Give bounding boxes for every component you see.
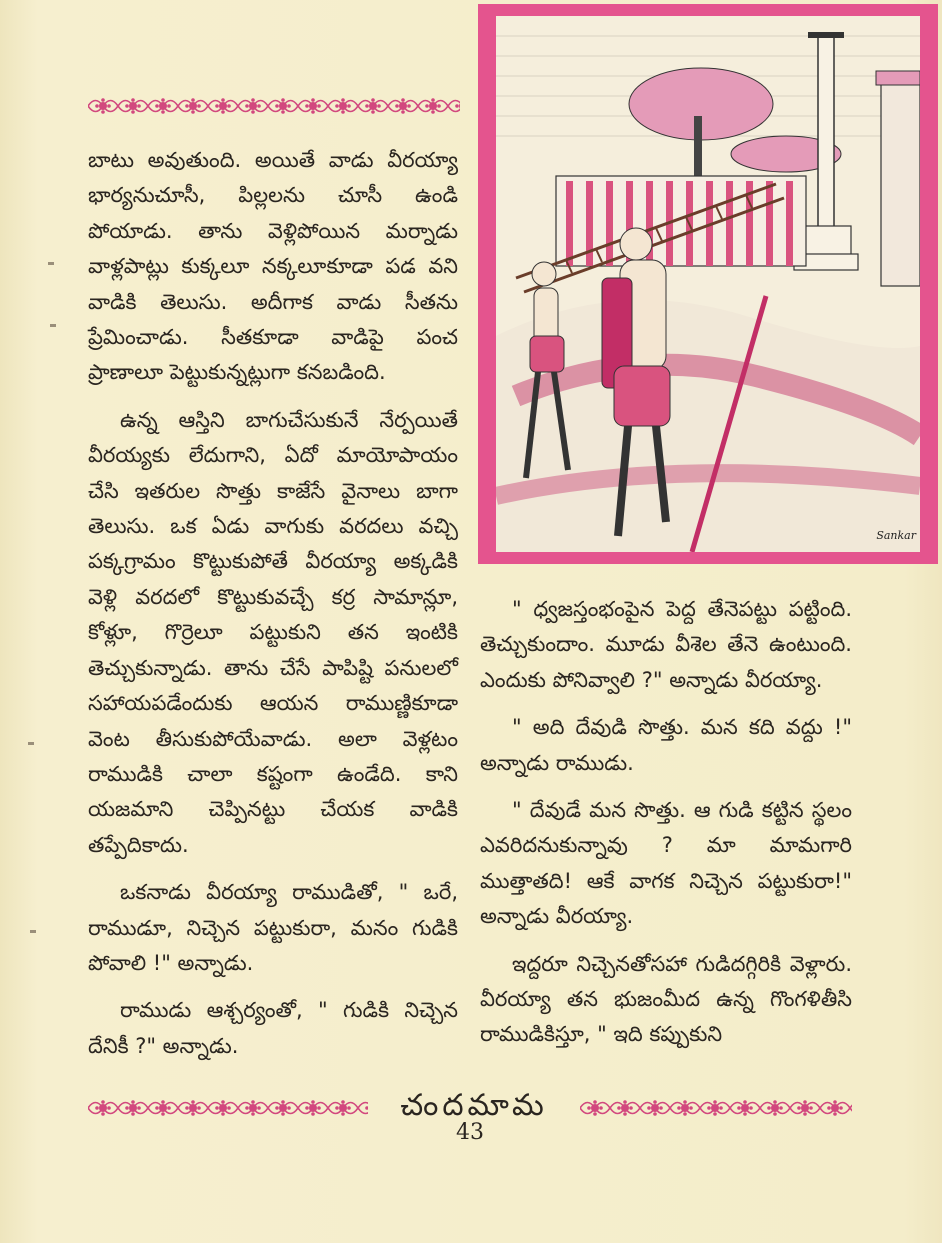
floral-border-icon (88, 1095, 368, 1121)
page-number: 43 (456, 1120, 484, 1145)
decorative-border-bottom-left (88, 1095, 368, 1121)
margin-mark (30, 930, 36, 933)
paragraph: ఉన్న ఆస్తిని బాగుచేసుకునే నేర్పయితే వీరయ్యకు లేదుగాని, ఏదో మాయోపాయం చేసి ఇతరుల సొత్తు కాజేసే వైనాలు బాగా తెలుసు. ఒక ఏడు వాగుకు వరదలు వచ్చి పక్కగ్రామం కొట్టుకుపోతే వీరయ్యా అక్కడికి వెళ్లి వరదలో కొట్టుకువచ్చే కర్ర సామాన్లూ, కోళ్లూ, గొర్రెలూ పట్టుకుని తన ఇంటికి తెచ్చుకున్నాడు. తాను చేసే పాపిష్టి పనులలో సహాయపడేందుకు ఆయన రాముణ్ణికూడా వెంట తీసుకుపోయేవాడు. అలా వెళ్లటం రాముడికి చాలా కష్టంగా ఉండేది. కాని యజమాని చెప్పినట్టు చేయక వాడికి తప్పేదికాదు. (88, 407, 458, 857)
right-text-column (480, 592, 852, 1053)
paragraph: బాటు అవుతుంది. అయితే వాడు వీరయ్యా భార్యనుచూసీ, పిల్లలను చూసీ ఉండి పోయాడు. తాను వెళ్లిపోయిన మర్నాడు వాళ్లపాట్లు కుక్కలూ నక్కలూకూడా పడ వని వాడికి తెలుసు. అదీగాక వాడు సీతను ప్రేమించాడు. సీతకూడా వాడిపై పంచ ప్రాణాలూ పెట్టుకున్నట్లుగా కనబడింది. (88, 148, 458, 385)
paragraph: " అది దేవుడి సొత్తు. మన కది వద్దు !" అన్నాడు రాముడు. (480, 715, 852, 775)
story-illustration (478, 4, 938, 564)
paragraph: " దేవుడే మన సొత్తు. ఆ గుడి కట్టిన స్థలం ఎవరిదనుకున్నావు ? మా మామగారి ముత్తాతది! ఆకే వాగక నిచ్చెన పట్టుకురా!" అన్నాడు వీరయ్యా. (480, 798, 852, 929)
magazine-title: చందమామ (400, 1088, 548, 1123)
paragraph: ఇద్దరూ నిచ్చెనతోసహా గుడిదగ్గిరికి వెళ్లారు. వీరయ్యా తన భుజంమీద ఉన్న గొంగళితీసి రాముడికిస్తూ, " ఇది కప్పుకుని (480, 951, 852, 1047)
paragraph: ఒకనాడు వీరయ్యా రాముడితో, " ఒరే, రాముడూ, నిచ్చెన పట్టుకురా, మనం గుడికి పోవాలి !" అన్నాడు. (88, 880, 458, 975)
artist-signature: Sankar (876, 529, 916, 542)
temple-flagstaff-scene-icon (496, 16, 920, 552)
margin-mark (28, 742, 34, 745)
floral-border-icon (580, 1095, 852, 1121)
paragraph: " ధ్వజస్తంభంపైన పెద్ద తేనెపట్టు పట్టింది. తెచ్చుకుందాం. మూడు వీశెల తేనె ఉంటుంది. ఎందుకు పోనివ్వాలి ?" అన్నాడు వీరయ్యా. (480, 597, 852, 692)
margin-mark (50, 324, 56, 327)
decorative-border-bottom-right (580, 1095, 852, 1121)
paragraph: రాముడు ఆశ్చర్యంతో, " గుడికి నిచ్చెన దేనికీ ?" అన్నాడు. (88, 998, 458, 1058)
floral-border-icon (88, 93, 460, 119)
margin-mark (48, 262, 54, 265)
left-text-column (88, 143, 458, 1064)
decorative-border-top (88, 93, 460, 119)
